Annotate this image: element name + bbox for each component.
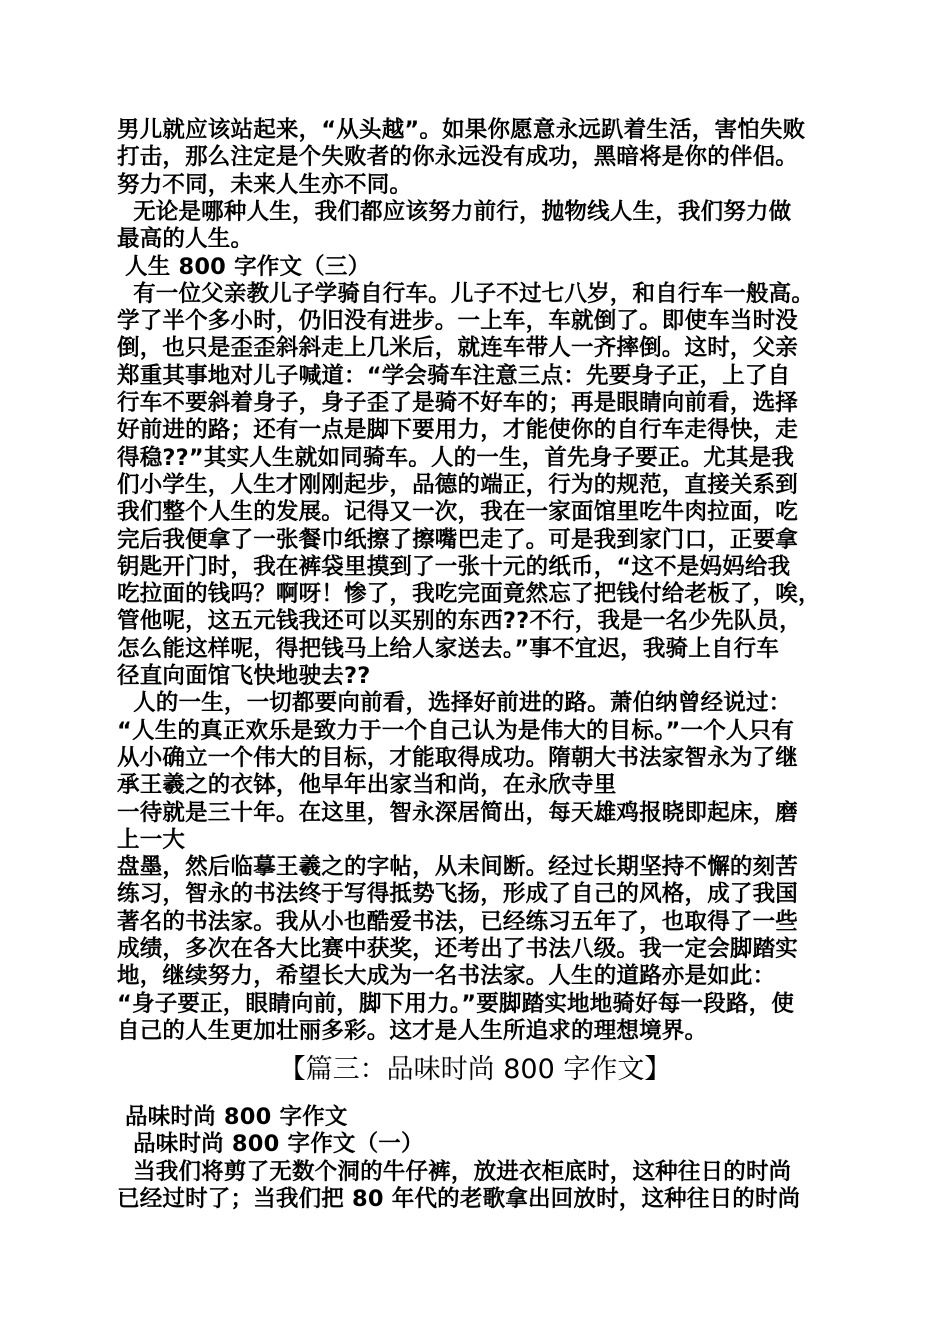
- text-line: 有一位父亲教儿子学骑自行车。儿子不过七八岁，和自行车一般高。: [117, 280, 815, 307]
- text-line: 著名的书法家。我从小也酷爱书法，已经练习五年了，也取得了一些: [117, 908, 799, 935]
- text-line: 钥匙开门时，我在裤袋里摸到了一张十元的纸币，“这不是妈妈给我: [117, 553, 791, 580]
- text-line: 管他呢，这五元钱我还可以买别的东西??不行，我是一名少先队员，: [117, 608, 802, 635]
- text-line: 练习，智永的书法终于写得抵势飞扬，形成了自己的风格，成了我国: [117, 881, 799, 908]
- text-line: 已经过时了；当我们把 80 年代的老歌拿出回放时，这种往日的时尚: [117, 1186, 801, 1212]
- text-line: 男儿就应该站起来，“从头越”。如果你愿意永远趴着生活，害怕失败: [117, 117, 806, 143]
- text-line: 地，继续努力，希望长大成为一名书法家。人生的道路亦是如此：: [117, 963, 776, 990]
- text-line: “人生的真正欢乐是致力于一个自己认为是伟大的目标。”一个人只有: [117, 717, 795, 744]
- text-line: 人的一生，一切都要向前看，选择好前进的路。萧伯纳曾经说过：: [117, 690, 792, 717]
- text-line: 从小确立一个伟大的目标，才能取得成功。隋朝大书法家智永为了继: [117, 744, 799, 771]
- text-line: 们小学生，人生才刚刚起步，品德的端正，行为的规范，直接关系到: [117, 471, 799, 498]
- text-line: 品味时尚 800 字作文: [117, 1104, 348, 1130]
- text-line: 我们整个人生的发展。记得又一次，我在一家面馆里吃牛肉拉面，吃: [117, 499, 799, 526]
- text-line: 品味时尚 800 字作文（一）: [117, 1131, 424, 1157]
- text-line: 最高的人生。: [117, 226, 254, 253]
- text-line: 上一大: [117, 826, 186, 853]
- text-line: “身子要正，眼睛向前，脚下用力。”要脚踏实地地骑好每一段路，使: [117, 990, 795, 1017]
- text-line: 一待就是三十年。在这里，智永深居简出，每天雄鸡报晓即起床，磨: [117, 799, 799, 826]
- text-line: 怎么能这样呢，得把钱马上给人家送去。”事不宜迟，我骑上自行车: [117, 635, 780, 662]
- text-line: 好前进的路；还有一点是脚下要用力，才能使你的自行车走得快，走: [117, 417, 799, 444]
- text-line: 无论是哪种人生，我们都应该努力前行，抛物线人生，我们努力做: [117, 198, 792, 225]
- text-line: 学了半个多小时，仍旧没有进步。一上车，车就倒了。即使车当时没: [117, 308, 799, 335]
- text-line: 成绩，多次在各大比赛中获奖，还考出了书法八级。我一定会脚踏实: [117, 936, 799, 962]
- text-line: 完后我便拿了一张餐巾纸擦了擦嘴巴走了。可是我到家门口，正要拿: [117, 526, 799, 553]
- text-line: 盘墨，然后临摹王羲之的字帖，从未间断。经过长期坚持不懈的刻苦: [117, 854, 799, 881]
- text-line: 郑重其事地对儿子喊道：“学会骑车注意三点：先要身子正，上了自: [117, 362, 791, 389]
- text-line: 人生 800 字作文（三）: [117, 253, 371, 280]
- text-line: 吃拉面的钱吗？啊呀！惨了，我吃完面竟然忘了把钱付给老板了，唉，: [117, 581, 821, 608]
- text-line: 承王羲之的衣钵，他早年出家当和尚，在永欣寺里: [117, 772, 617, 799]
- text-line: 自己的人生更加壮丽多彩。这才是人生所追求的理想境界。: [117, 1017, 708, 1044]
- text-line: 径直向面馆飞快地驶去??: [117, 663, 371, 689]
- section-title: 【篇三：品味时尚 800 字作文】: [278, 1054, 672, 1085]
- text-line: 打击，那么注定是个失败者的你永远没有成功，黑暗将是你的伴侣。: [117, 144, 799, 171]
- text-line: 倒，也只是歪歪斜斜走上几米后，就连车带人一齐摔倒。这时，父亲: [117, 335, 799, 362]
- text-line: 行车不要斜着身子，身子歪了是骑不好车的；再是眼睛向前看，选择: [117, 390, 799, 416]
- text-line: 努力不同，未来人生亦不同。: [117, 171, 413, 198]
- text-line: 得稳??”其实人生就如同骑车。人的一生，首先身子要正。尤其是我: [117, 444, 795, 471]
- text-line: 当我们将剪了无数个洞的牛仔裤，放进衣柜底时，这种往日的时尚: [117, 1159, 792, 1185]
